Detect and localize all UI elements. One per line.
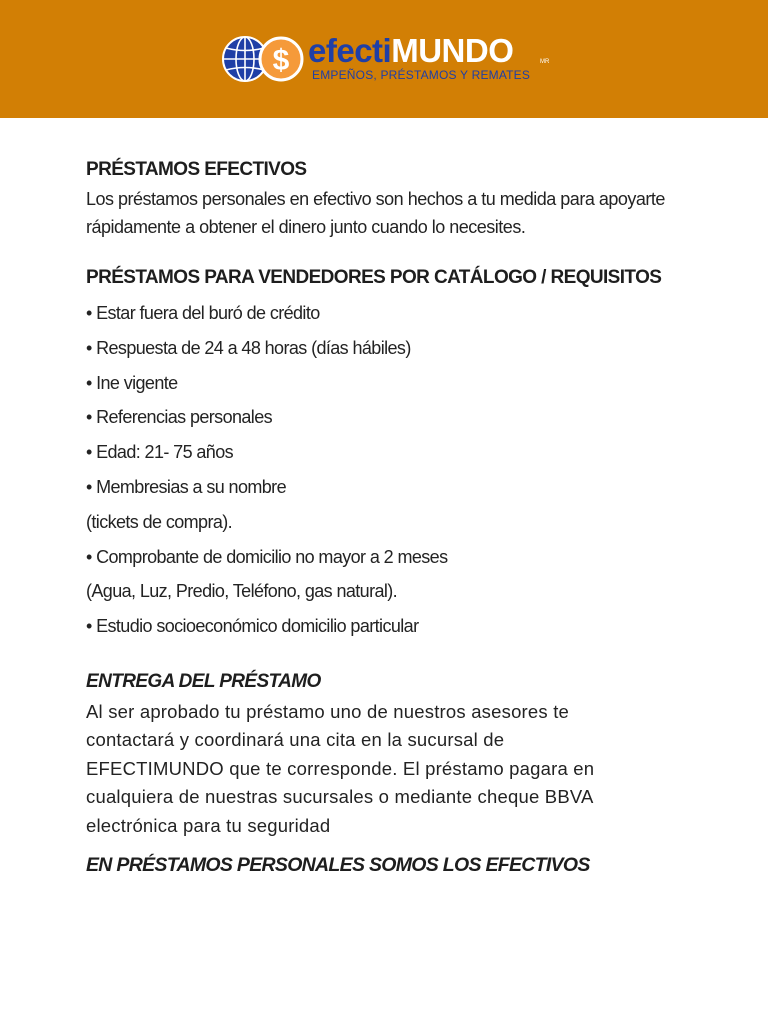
slogan: EN PRÉSTAMOS PERSONALES SOMOS LOS EFECTIVOS xyxy=(86,854,590,877)
requirement-item: • Comprobante de domicilio no mayor a 2 meses xyxy=(86,546,448,567)
header-banner xyxy=(0,0,768,118)
brand-tagline: EMPEÑOS, PRÉSTAMOS Y REMATES xyxy=(312,68,531,82)
requirement-item: • Referencias personales xyxy=(86,407,273,428)
cash-loans-title: PRÉSTAMOS EFECTIVOS xyxy=(86,159,307,180)
svg-text:$: $ xyxy=(272,44,290,77)
requirement-item: • Estudio socioeconómico domicilio particular xyxy=(86,616,419,637)
brand-name-part1: efecti xyxy=(308,32,392,69)
trademark-mark: MR xyxy=(540,59,550,65)
requirement-item: • Estar fuera del buró de crédito xyxy=(86,303,320,323)
brand-logo[interactable] xyxy=(221,33,561,85)
requirement-item: • Membresias a su nombre xyxy=(86,476,286,497)
delivery-title: ENTREGA DEL PRÉSTAMO xyxy=(86,670,321,692)
cash-loans-text: Los préstamos personales en efectivo son hechos a tu medida para apoyarte rápidamente a obtener el dinero junto cuando lo necesites. xyxy=(86,189,665,237)
logo-marks xyxy=(221,33,305,85)
dollar-coin-icon xyxy=(260,38,302,80)
delivery-text: Al ser aprobado tu préstamo uno de nuestros asesores te contactará y coordinará una cita en la sucursal de EFECTIMUNDO que te corresponde. El préstamo pagara en cualquiera de nuestras sucursales o mediante cheque BBVA electrónica para tu seguridad xyxy=(86,700,595,836)
main-content xyxy=(86,156,726,877)
brand-name xyxy=(308,34,513,68)
requirements-list xyxy=(86,296,726,644)
requirement-note: (tickets de compra). xyxy=(86,511,233,532)
requirement-item: • Respuesta de 24 a 48 horas (días hábiles) xyxy=(86,337,411,358)
requirement-item: • Edad: 21- 75 años xyxy=(86,442,234,463)
requirement-note: (Agua, Luz, Predio, Teléfono, gas natural). xyxy=(86,581,398,602)
brand-name-part2: MUNDO xyxy=(391,32,514,69)
requirements-title: PRÉSTAMOS PARA VENDEDORES POR CATÁLOGO / REQUISITOS xyxy=(86,267,662,288)
requirement-item: • Ine vigente xyxy=(86,372,178,393)
